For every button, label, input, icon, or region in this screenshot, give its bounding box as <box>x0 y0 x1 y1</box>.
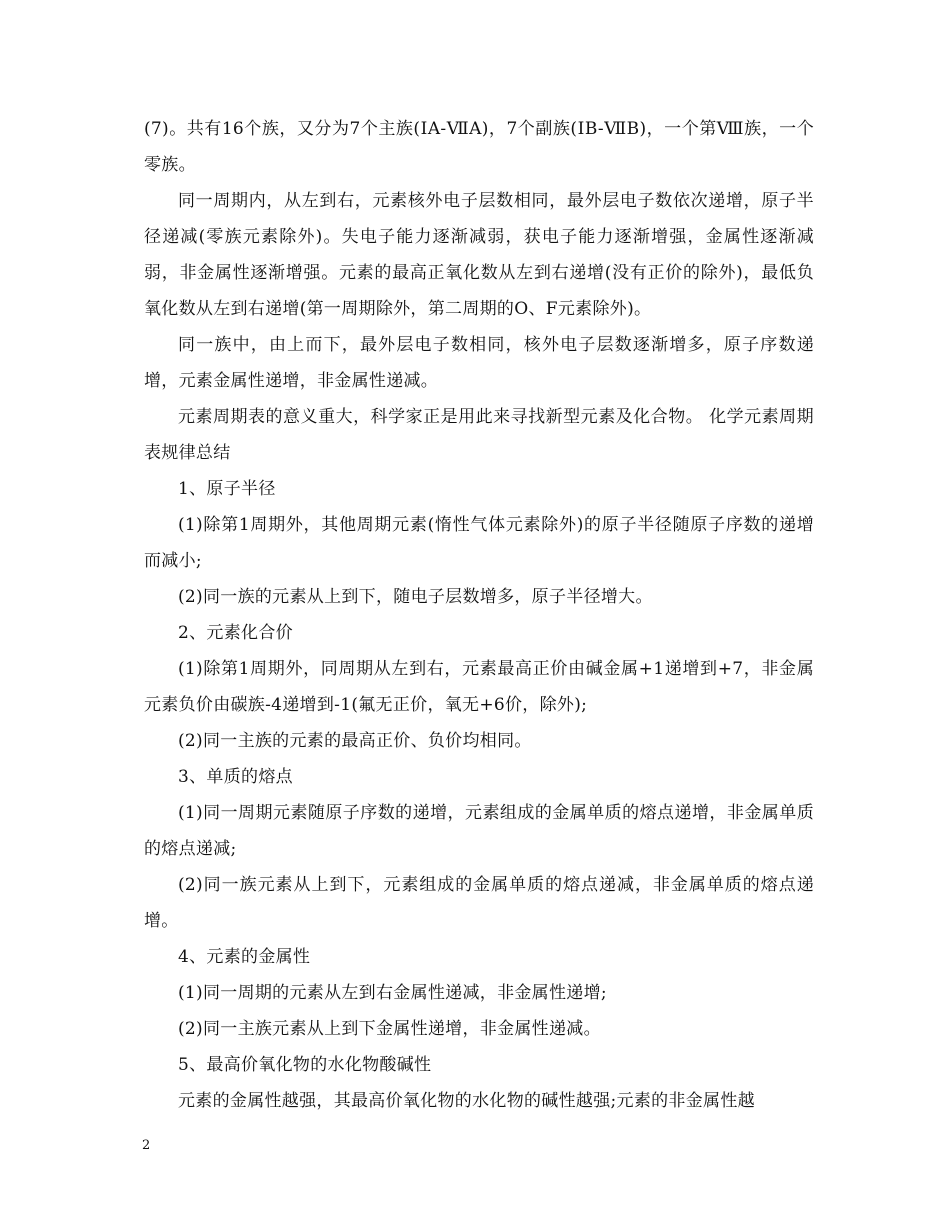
page-number: 2 <box>142 1138 151 1153</box>
paragraph-valence-2: (2)同一主族的元素的最高正价、负价均相同。 <box>178 731 532 751</box>
paragraph-groups: (7)。共有16个族，又分为7个主族(ⅠA-ⅦA)，7个副族(ⅠB-ⅦB)，一个第Ⅷ族，一个零族。 <box>144 119 814 175</box>
paragraph-melting-1: (1)同一周期元素随原子序数的递增，元素组成的金属单质的熔点递增，非金属单质的熔点递减; <box>144 803 814 859</box>
heading-oxide-hydrate: 5、最高价氧化物的水化物酸碱性 <box>178 1055 432 1075</box>
paragraph-valence-1: (1)除第1周期外，同周期从左到右，元素最高正价由碱金属+1递增到+7，非金属元素负价由碳族-4递增到-1(氟无正价，氧无+6价，除外); <box>144 659 814 715</box>
paragraph-period-trends: 同一周期内，从左到右，元素核外电子层数相同，最外层电子数依次递增，原子半径递减(零族元素除外)。失电子能力逐渐减弱，获电子能力逐渐增强，金属性逐渐减弱，非金属性逐渐增强。元素的最高正氧化数从左到右递增(没有正价的除外)，最低负氧化数从左到右递增(第一周期除外，第二周期的O、F元素除外)。 <box>144 191 814 319</box>
paragraph-radius-2: (2)同一族的元素从上到下，随电子层数增多，原子半径增大。 <box>178 587 653 607</box>
heading-metallicity: 4、元素的金属性 <box>178 947 311 967</box>
paragraph-melting-2: (2)同一族元素从上到下，元素组成的金属单质的熔点递减，非金属单质的熔点递增。 <box>144 875 814 931</box>
paragraph-significance: 元素周期表的意义重大，科学家正是用此来寻找新型元素及化合物。 化学元素周期表规律总结 <box>144 407 814 463</box>
paragraph-metallicity-2: (2)同一主族元素从上到下金属性递增，非金属性递减。 <box>178 1019 601 1039</box>
paragraph-radius-1: (1)除第1周期外，其他周期元素(惰性气体元素除外)的原子半径随原子序数的递增而减小; <box>144 515 814 571</box>
paragraph-metallicity-1: (1)同一周期的元素从左到右金属性递减，非金属性递增; <box>178 983 607 1003</box>
document-body <box>144 111 814 1119</box>
heading-melting-point: 3、单质的熔点 <box>178 767 293 787</box>
paragraph-group-trends: 同一族中，由上而下，最外层电子数相同，核外电子层数逐渐增多，原子序数递增，元素金属性递增，非金属性递减。 <box>144 335 814 391</box>
heading-atomic-radius: 1、原子半径 <box>178 479 276 499</box>
heading-valence: 2、元素化合价 <box>178 623 293 643</box>
paragraph-oxide-hydrate: 元素的金属性越强，其最高价氧化物的水化物的碱性越强;元素的非金属性越 <box>178 1091 755 1111</box>
